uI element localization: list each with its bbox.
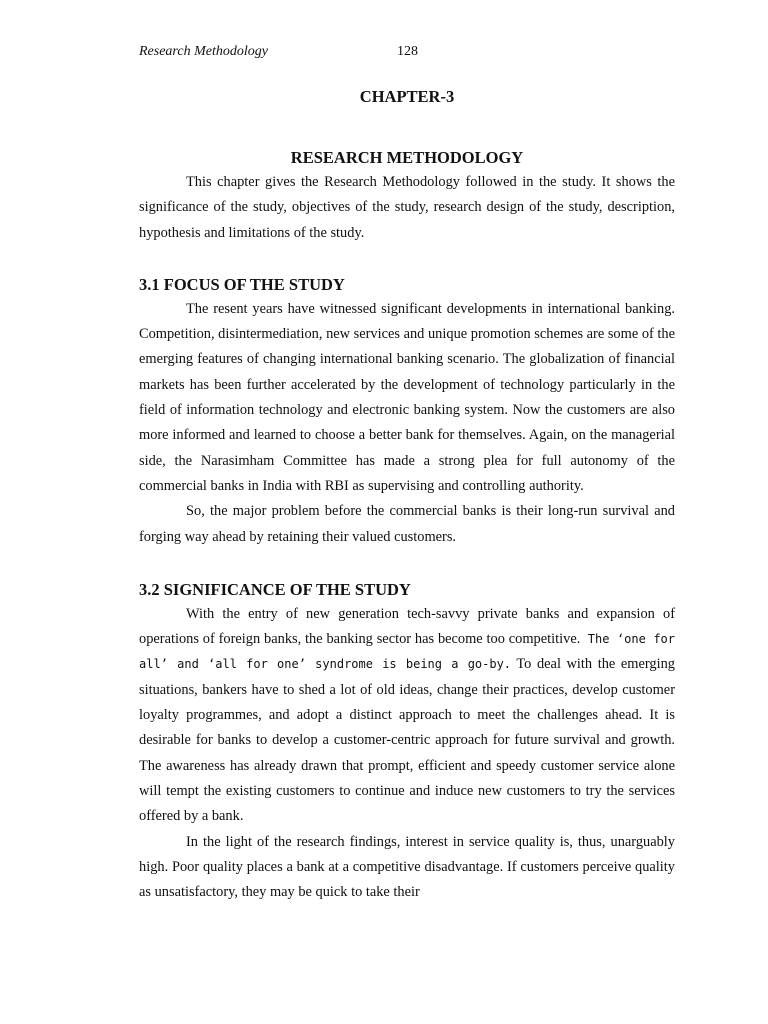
- chapter-title: RESEARCH METHODOLOGY: [290, 148, 524, 167]
- running-title: Research Methodology: [139, 44, 268, 59]
- chapter-label: CHAPTER-3: [359, 87, 455, 106]
- page-header: [139, 44, 675, 64]
- section-heading-focus: 3.1 FOCUS OF THE STUDY: [139, 274, 345, 294]
- focus-paragraph-1: The resent years have witnessed significant developments in international banking. Competition, disintermediation, new services and unique promotion schemes are some of the emerging features of changing international banking scenario. The globalization of financial markets has been further accelerated by the development of technology particularly in the field of information technology and electronic banking system. Now the customers are also more informed and learned to choose a better bank for themselves. Again, on the managerial side, the Narasimham Committee has made a strong plea for full autonomy of the commercial banks in India with RBI as supervising and controlling authority.: [139, 300, 675, 494]
- focus-paragraph-2: So, the major problem before the commercial banks is their long-run survival and forging way ahead by retaining their valued customers.: [139, 503, 675, 545]
- significance-paragraph-2: In the light of the research findings, interest in service quality is, thus, unarguably high. Poor quality places a bank at a competitive disadvantage. If customers perceive quality as unsatisfactory, they may be quick to take their: [139, 833, 675, 901]
- significance-text-start: With the entry of new generation tech-savvy private banks and expansion of operations of foreign banks, the banking sector has become too competitive.: [139, 605, 675, 648]
- page-number: 128: [397, 44, 418, 59]
- significance-text-syndrome: The ‘one for all’ and ‘all for one’ syndrome is being a go-by.: [139, 632, 675, 672]
- significance-paragraph-1: [139, 602, 675, 830]
- intro-paragraph: This chapter gives the Research Methodology followed in the study. It shows the significance of the study, objectives of the study, research design of the study, description, hypothesis and limitations of the study.: [139, 174, 675, 241]
- page-content: [139, 86, 675, 905]
- significance-text-end: To deal with the emerging situations, bankers have to shed a lot of old ideas, change their practices, develop customer loyalty programmes, and adopt a distinct approach to meet the challenges ahead. It is desirable for banks to develop a customer-centric approach for future survival and growth. The awareness has already drawn that prompt, efficient and speedy customer service alone will tempt the existing customers to continue and induce new customers to try the services offered by a bank.: [139, 656, 675, 825]
- section-heading-significance: 3.2 SIGNIFICANCE OF THE STUDY: [139, 579, 411, 599]
